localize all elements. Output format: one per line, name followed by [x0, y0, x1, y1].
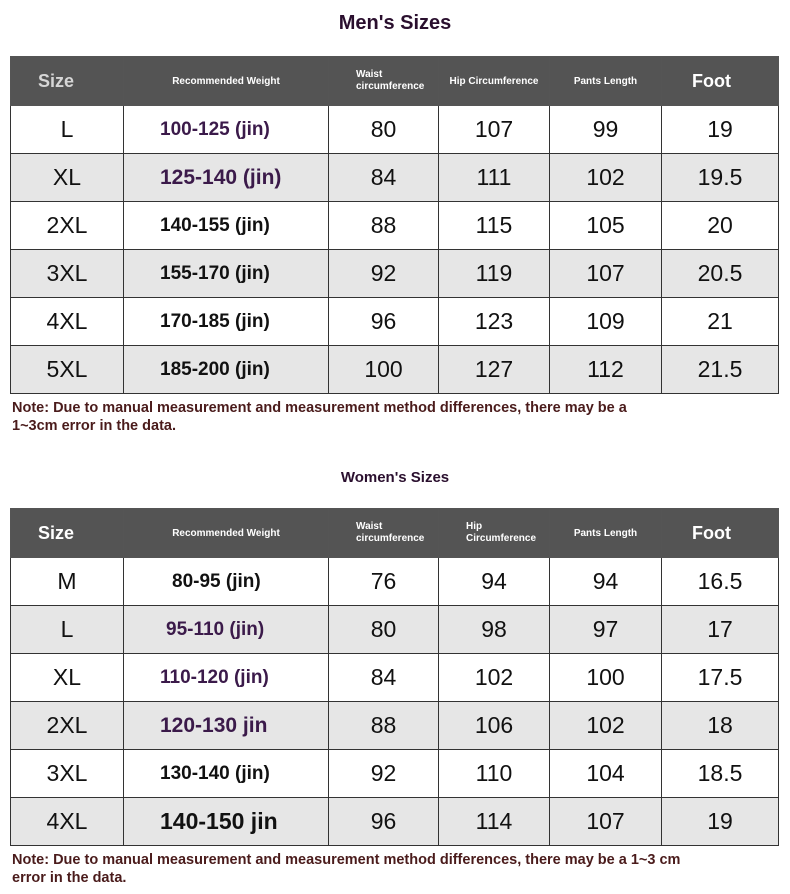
hip-cell: 111: [439, 154, 550, 202]
weight-cell: 95-110 (jin): [124, 606, 329, 654]
mens-measurement-note: Note: Due to manual measurement and measurement method differences, there may be a 1~3cm error in the data.: [12, 400, 627, 434]
weight-cell: 155-170 (jin): [124, 250, 329, 298]
weight-cell: 140-155 (jin): [124, 202, 329, 250]
foot-cell: 21: [662, 298, 779, 346]
foot-cell: 19: [662, 798, 779, 846]
foot-cell: 21.5: [662, 346, 779, 394]
waist-cell: 80: [329, 106, 439, 154]
header-waist-line1: Waist: [356, 69, 383, 80]
hip-cell: 119: [439, 250, 550, 298]
foot-cell: 16.5: [662, 558, 779, 606]
header-foot: Foot: [662, 57, 779, 106]
hip-cell: 110: [439, 750, 550, 798]
womens-size-table: [10, 508, 779, 846]
foot-cell: 18.5: [662, 750, 779, 798]
header-hip: Hip Circumference: [439, 57, 550, 106]
size-cell: XL: [11, 654, 124, 702]
weight-cell: 185-200 (jin): [124, 346, 329, 394]
pants-cell: 100: [550, 654, 662, 702]
foot-cell: 19.5: [662, 154, 779, 202]
waist-cell: 92: [329, 250, 439, 298]
hip-cell: 114: [439, 798, 550, 846]
table-header-row: [11, 57, 779, 106]
hip-cell: 107: [439, 106, 550, 154]
table-row: [11, 654, 779, 702]
waist-cell: 88: [329, 202, 439, 250]
mens-sizes-title: Men's Sizes: [338, 12, 452, 34]
hip-cell: 98: [439, 606, 550, 654]
size-cell: 2XL: [11, 702, 124, 750]
waist-cell: 100: [329, 346, 439, 394]
weight-cell: 110-120 (jin): [124, 654, 329, 702]
foot-cell: 20.5: [662, 250, 779, 298]
hip-cell: 102: [439, 654, 550, 702]
size-cell: L: [11, 106, 124, 154]
hip-cell: 127: [439, 346, 550, 394]
size-cell: 3XL: [11, 250, 124, 298]
size-cell: 3XL: [11, 750, 124, 798]
weight-cell: 120-130 jin: [124, 702, 329, 750]
header-hip-line1: Hip: [466, 521, 483, 532]
header-recommended-weight: Recommended Weight: [124, 57, 329, 106]
pants-cell: 107: [550, 250, 662, 298]
pants-cell: 102: [550, 702, 662, 750]
waist-cell: 88: [329, 702, 439, 750]
header-pants-length: Pants Length: [550, 57, 662, 106]
womens-sizes-title: Women's Sizes: [340, 469, 450, 486]
waist-cell: 96: [329, 798, 439, 846]
header-hip-line2: Circumference: [466, 533, 537, 544]
table-row: [11, 606, 779, 654]
table-header-row: [11, 509, 779, 558]
weight-cell: 100-125 (jin): [124, 106, 329, 154]
foot-cell: 17: [662, 606, 779, 654]
header-size: Size: [11, 57, 124, 106]
foot-cell: 20: [662, 202, 779, 250]
table-row: [11, 298, 779, 346]
waist-cell: 76: [329, 558, 439, 606]
foot-cell: 19: [662, 106, 779, 154]
hip-cell: 115: [439, 202, 550, 250]
table-row: [11, 346, 779, 394]
header-waist-line2: circumference: [356, 533, 425, 544]
waist-cell: 84: [329, 154, 439, 202]
pants-cell: 109: [550, 298, 662, 346]
pants-cell: 107: [550, 798, 662, 846]
header-waist-line1: Waist: [356, 521, 383, 532]
foot-cell: 18: [662, 702, 779, 750]
weight-cell: 140-150 jin: [124, 798, 329, 846]
hip-cell: 123: [439, 298, 550, 346]
weight-cell: 80-95 (jin): [124, 558, 329, 606]
size-cell: M: [11, 558, 124, 606]
table-row: [11, 798, 779, 846]
header-recommended-weight: Recommended Weight: [124, 509, 329, 558]
size-cell: L: [11, 606, 124, 654]
size-cell: 4XL: [11, 298, 124, 346]
waist-cell: 96: [329, 298, 439, 346]
header-waist: [329, 57, 439, 106]
weight-cell: 125-140 (jin): [124, 154, 329, 202]
table-row: [11, 702, 779, 750]
pants-cell: 99: [550, 106, 662, 154]
table-row: [11, 202, 779, 250]
table-row: [11, 750, 779, 798]
table-row: [11, 250, 779, 298]
pants-cell: 97: [550, 606, 662, 654]
mens-size-table: [10, 56, 779, 394]
weight-cell: 170-185 (jin): [124, 298, 329, 346]
pants-cell: 105: [550, 202, 662, 250]
header-foot: Foot: [662, 509, 779, 558]
table-row: [11, 154, 779, 202]
waist-cell: 92: [329, 750, 439, 798]
table-row: [11, 558, 779, 606]
size-cell: 5XL: [11, 346, 124, 394]
pants-cell: 102: [550, 154, 662, 202]
weight-cell: 130-140 (jin): [124, 750, 329, 798]
waist-cell: 80: [329, 606, 439, 654]
size-cell: 4XL: [11, 798, 124, 846]
table-row: [11, 106, 779, 154]
hip-cell: 106: [439, 702, 550, 750]
size-cell: XL: [11, 154, 124, 202]
pants-cell: 104: [550, 750, 662, 798]
header-pants-length: Pants Length: [550, 509, 662, 558]
pants-cell: 94: [550, 558, 662, 606]
waist-cell: 84: [329, 654, 439, 702]
pants-cell: 112: [550, 346, 662, 394]
foot-cell: 17.5: [662, 654, 779, 702]
womens-measurement-note: Note: Due to manual measurement and measurement method differences, there may be a 1~3 cm error in the data.: [12, 852, 681, 886]
header-waist-line2: circumference: [356, 81, 425, 92]
header-size: Size: [11, 509, 124, 558]
hip-cell: 94: [439, 558, 550, 606]
header-waist: [329, 509, 439, 558]
size-cell: 2XL: [11, 202, 124, 250]
header-hip: [439, 509, 550, 558]
